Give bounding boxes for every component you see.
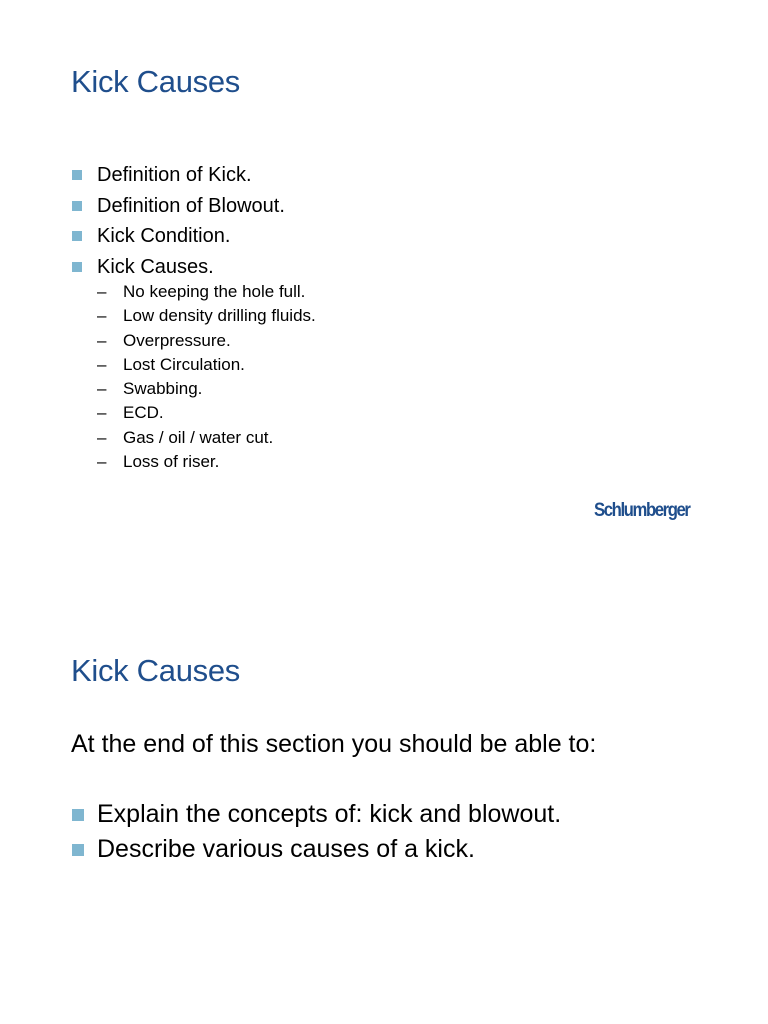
dash-icon: – bbox=[97, 379, 107, 399]
sub-bullet-text: Low density drilling fluids. bbox=[123, 306, 316, 326]
bullet-text: Kick Causes. bbox=[97, 255, 214, 278]
sub-bullet-text: Swabbing. bbox=[123, 379, 203, 399]
bullet-square-icon bbox=[72, 170, 82, 180]
dash-icon: – bbox=[97, 427, 107, 447]
list-item bbox=[71, 191, 316, 222]
sub-bullet-list bbox=[97, 280, 316, 474]
bullet-square-icon bbox=[72, 809, 84, 821]
sub-list-item bbox=[97, 377, 316, 401]
list-item bbox=[71, 252, 316, 475]
dash-icon: – bbox=[97, 330, 107, 350]
slide2-bullet-list bbox=[71, 797, 561, 867]
slide1-bullet-list bbox=[71, 160, 316, 474]
slide2-intro-text: At the end of this section you should be able to: bbox=[71, 730, 597, 758]
list-item bbox=[71, 832, 561, 867]
list-item bbox=[71, 797, 561, 832]
bullet-square-icon bbox=[72, 201, 82, 211]
sub-bullet-text: No keeping the hole full. bbox=[123, 282, 306, 301]
sub-bullet-text: Gas / oil / water cut. bbox=[123, 427, 274, 447]
dash-icon: – bbox=[97, 354, 107, 374]
dash-icon: – bbox=[97, 403, 107, 423]
dash-icon: – bbox=[97, 282, 107, 301]
slide2-title: Kick Causes bbox=[71, 653, 240, 688]
dash-icon: – bbox=[97, 452, 107, 472]
list-item bbox=[71, 221, 316, 252]
sub-bullet-text: ECD. bbox=[123, 403, 164, 423]
sub-list-item bbox=[97, 329, 316, 353]
sub-list-item bbox=[97, 353, 316, 377]
sub-list-item bbox=[97, 426, 316, 450]
slide1-title: Kick Causes bbox=[71, 64, 240, 99]
bullet-text: Definition of Kick. bbox=[97, 164, 252, 186]
bullet-square-icon bbox=[72, 844, 84, 856]
sub-list-item bbox=[97, 304, 316, 328]
bullet-square-icon bbox=[72, 262, 82, 272]
dash-icon: – bbox=[97, 306, 107, 326]
bullet-square-icon bbox=[72, 231, 82, 241]
bullet-text: Definition of Blowout. bbox=[97, 194, 285, 217]
sub-list-item bbox=[97, 401, 316, 425]
sub-bullet-text: Loss of riser. bbox=[123, 452, 220, 472]
bullet-text: Describe various causes of a kick. bbox=[97, 835, 475, 863]
bullet-text: Explain the concepts of: kick and blowout. bbox=[97, 800, 562, 828]
bullet-text: Kick Condition. bbox=[97, 225, 231, 247]
schlumberger-logo: Schlumberger bbox=[594, 500, 690, 521]
sub-bullet-text: Lost Circulation. bbox=[123, 354, 245, 374]
sub-bullet-text: Overpressure. bbox=[123, 330, 231, 350]
sub-list-item bbox=[97, 280, 316, 304]
list-item bbox=[71, 160, 316, 191]
sub-list-item bbox=[97, 450, 316, 474]
